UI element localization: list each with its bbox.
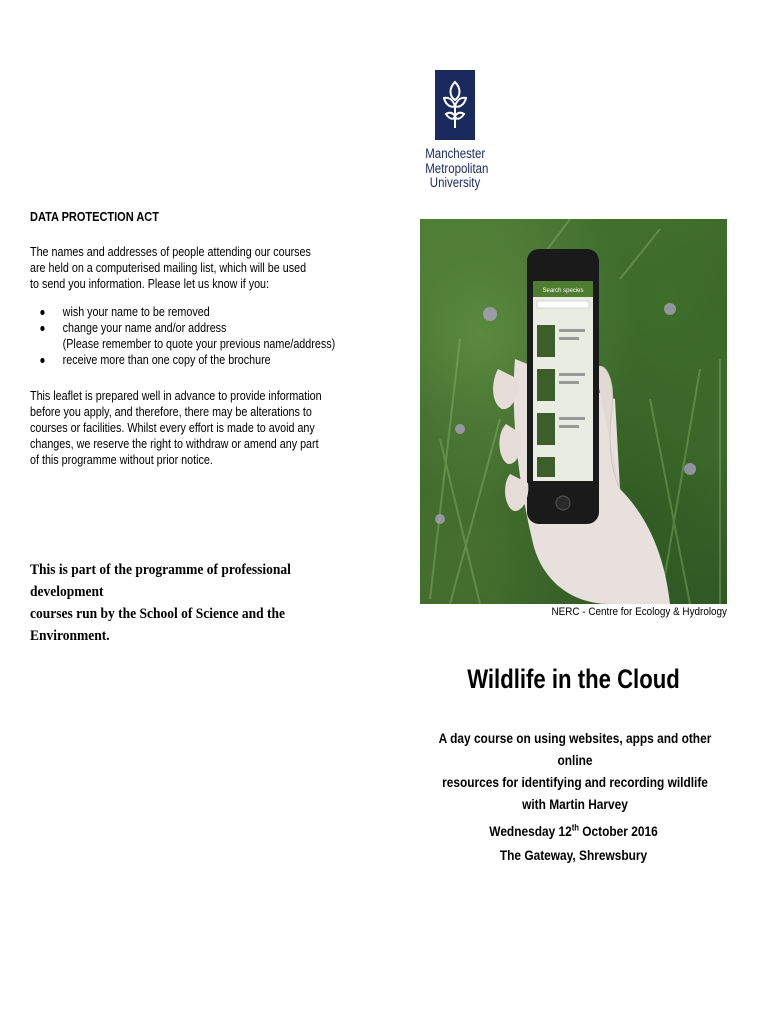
data-protection-notice: This leaflet is prepared well in advance to provide information before you apply, and therefore, there may be alterations to courses or facilities. Whilst every effort is made to avoid any changes, we reserve the right to withdraw or amend any part of this programme without prior notice. [30,389,322,467]
list-item: change your name and/or address (Please remember to quote your previous name/address) [30,320,357,352]
bullet-icon [40,326,44,331]
university-logo [420,70,490,191]
list-item: wish your name to be removed [30,304,357,320]
photo-caption: NERC - Centre for Ecology & Hydrology [551,606,727,618]
flower-emblem-icon [440,76,470,134]
hand-with-phone-image [420,219,727,604]
bullet-icon [40,310,44,315]
course-subtitle: A day course on using websites, apps and other online resources for identifying and recording wildlife with Martin Harvey [438,730,712,812]
app-header-text: Search species [542,288,584,294]
course-venue: The Gateway, Shrewsbury [499,847,648,863]
logo-emblem [435,70,475,140]
list-item: receive more than one copy of the brochure [30,352,357,368]
course-date: Wednesday 12th October 2016 [489,822,658,839]
data-protection-list [30,304,357,368]
university-name: Manchester Metropolitan University [425,146,489,190]
course-title: Wildlife in the Cloud [467,664,680,694]
programme-note: This is part of the programme of professional development courses run by the School of Science and the Environment. [30,562,291,644]
data-protection-title: DATA PROTECTION ACT [30,210,159,224]
data-protection-section [30,210,360,468]
course-photo [420,219,727,604]
data-protection-intro: The names and addresses of people attending our courses are held on a computerised mailing list, which will be used to send you information. Please let us know if you: [30,245,311,291]
bullet-icon [40,358,44,363]
